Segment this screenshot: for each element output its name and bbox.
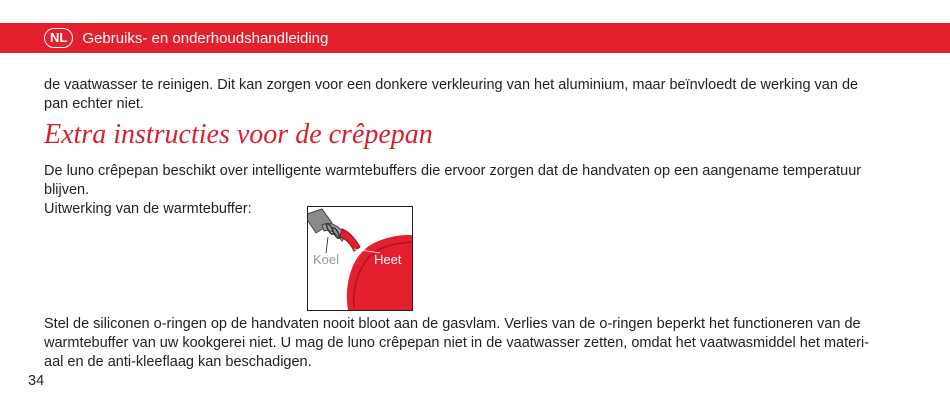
pointer-cool — [326, 237, 328, 253]
section-heading: Extra instructies voor de crêpepan — [44, 119, 433, 150]
closing-line-2: warmtebuffer van uw kookgerei niet. U mag de luno crêpepan niet in de vaatwasser zetten, omdat het vaatwasmiddel het materi- — [44, 335, 870, 351]
body-line-1: De luno crêpepan beschikt over intelligente warmtebuffers die ervoor zorgen dat de handvaten op een aangename temperatuur — [44, 163, 862, 179]
language-badge: NL — [44, 28, 73, 48]
pan-handle-illustration — [308, 207, 412, 310]
closing-line-3: aal en de anti-kleeflaag kan beschadigen. — [44, 354, 312, 370]
closing-line-1: Stel de siliconen o-ringen op de handvaten nooit bloot aan de gasvlam. Verlies van de o-ringen beperkt het functioneren van de — [44, 316, 861, 332]
label-hot: Heet — [374, 252, 402, 267]
heat-buffer-figure — [307, 206, 413, 311]
label-cool: Koel — [313, 252, 340, 267]
figure-caption: Uitwerking van de warmtebuffer: — [44, 201, 252, 217]
page-number: 34 — [28, 373, 45, 389]
body-line-2: blijven. — [44, 182, 90, 198]
header-title: Gebruiks- en onderhoudshandleiding — [82, 29, 329, 47]
intro-line-2: pan echter niet. — [44, 96, 144, 112]
header-bar — [0, 23, 950, 53]
intro-line-1: de vaatwasser te reinigen. Dit kan zorgen voor een donkere verkleuring van het aluminium, maar beïnvloedt de werking van de — [44, 77, 859, 93]
